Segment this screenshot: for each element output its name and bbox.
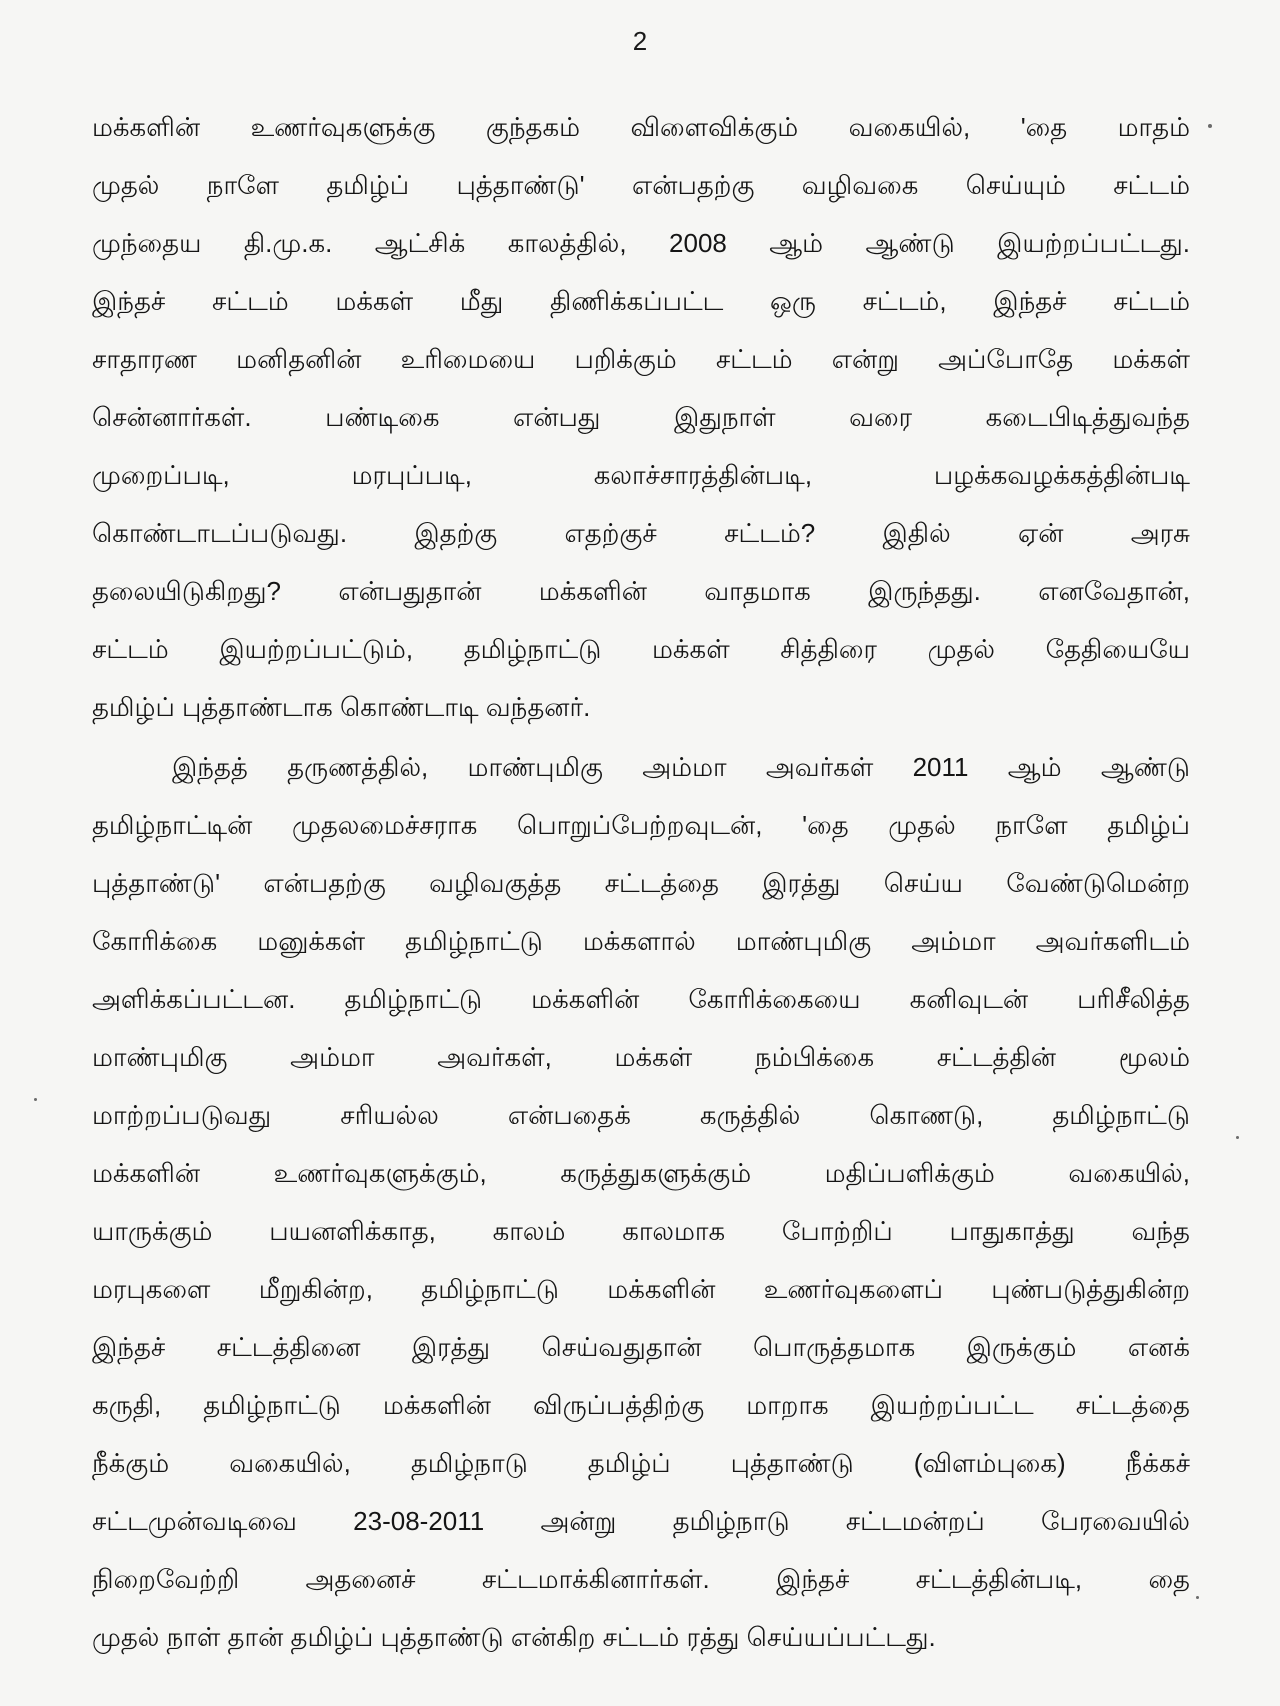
- paragraph-line: சட்டமுன்வடிவை 23-08-2011 அன்று தமிழ்நாடு சட்டமன்றப் பேரவையில்: [92, 1506, 1190, 1536]
- paragraph-line: மக்களின் உணர்வுகளுக்கும், கருத்துகளுக்கும் மதிப்பளிக்கும் வகையில்,: [92, 1158, 1190, 1188]
- paragraph-line: சாதாரண மனிதனின் உரிமையை பறிக்கும் சட்டம் என்று அப்போதே மக்கள்: [92, 344, 1190, 374]
- paragraph-line: முதல் நாளே தமிழ்ப் புத்தாண்டு' என்பதற்கு வழிவகை செய்யும் சட்டம்: [92, 170, 1190, 200]
- paragraph-line: முதல் நாள் தான் தமிழ்ப் புத்தாண்டு என்கிற சட்டம் ரத்து செய்யப்பட்டது.: [92, 1622, 936, 1652]
- scan-speck: [1208, 124, 1212, 128]
- paragraph-line: சட்டம் இயற்றப்பட்டும், தமிழ்நாட்டு மக்கள் சித்திரை முதல் தேதியையே: [92, 634, 1190, 664]
- paragraph-1: [92, 98, 1190, 736]
- paragraph-line: கொண்டாடப்படுவது. இதற்கு எதற்குச் சட்டம்? இதில் ஏன் அரசு: [92, 518, 1190, 548]
- paragraph-line: இந்தச் சட்டத்தினை இரத்து செய்வதுதான் பொருத்தமாக இருக்கும் எனக்: [92, 1332, 1190, 1362]
- paragraph-line: தமிழ்ப் புத்தாண்டாக கொண்டாடி வந்தனர்.: [92, 692, 591, 722]
- scan-speck: [1196, 1596, 1199, 1599]
- paragraph-line: மாற்றப்படுவது சரியல்ல என்பதைக் கருத்தில் கொணடு, தமிழ்நாட்டு: [92, 1100, 1190, 1130]
- paragraph-line: இந்தச் சட்டம் மக்கள் மீது திணிக்கப்பட்ட ஒரு சட்டம், இந்தச் சட்டம்: [92, 286, 1190, 316]
- paragraph-line: நிறைவேற்றி அதனைச் சட்டமாக்கினார்கள். இந்தச் சட்டத்தின்படி, தை: [92, 1564, 1190, 1594]
- page-number: 2: [632, 26, 648, 56]
- paragraph-line: நீக்கும் வகையில், தமிழ்நாடு தமிழ்ப் புத்தாண்டு (விளம்புகை) நீக்கச்: [92, 1448, 1190, 1478]
- paragraph-line: கோரிக்கை மனுக்கள் தமிழ்நாட்டு மக்களால் மாண்புமிகு அம்மா அவர்களிடம்: [92, 926, 1190, 956]
- paragraph-line: மக்களின் உணர்வுகளுக்கு குந்தகம் விளைவிக்கும் வகையில், 'தை மாதம்: [92, 112, 1190, 142]
- paragraph-2: [92, 738, 1190, 1666]
- scan-speck: [34, 1098, 37, 1101]
- paragraph-line: யாருக்கும் பயனளிக்காத, காலம் காலமாக போற்றிப் பாதுகாத்து வந்த: [92, 1216, 1190, 1246]
- paragraph-line: தமிழ்நாட்டின் முதலமைச்சராக பொறுப்பேற்றவுடன், 'தை முதல் நாளே தமிழ்ப்: [92, 810, 1190, 840]
- paragraph-line: சென்னார்கள். பண்டிகை என்பது இதுநாள் வரை கடைபிடித்துவந்த: [92, 402, 1190, 432]
- paragraph-line: இந்தத் தருணத்தில், மாண்புமிகு அம்மா அவர்கள் 2011 ஆம் ஆண்டு: [172, 752, 1190, 782]
- paragraph-line: மரபுகளை மீறுகின்ற, தமிழ்நாட்டு மக்களின் உணர்வுகளைப் புண்படுத்துகின்ற: [92, 1274, 1190, 1304]
- paragraph-line: முந்தைய தி.மு.க. ஆட்சிக் காலத்தில், 2008 ஆம் ஆண்டு இயற்றப்பட்டது.: [92, 228, 1190, 258]
- paragraph-line: அளிக்கப்பட்டன. தமிழ்நாட்டு மக்களின் கோரிக்கையை கனிவுடன் பரிசீலித்த: [92, 984, 1190, 1014]
- paragraph-line: கருதி, தமிழ்நாட்டு மக்களின் விருப்பத்திற்கு மாறாக இயற்றப்பட்ட சட்டத்தை: [92, 1390, 1190, 1420]
- paragraph-line: மாண்புமிகு அம்மா அவர்கள், மக்கள் நம்பிக்கை சட்டத்தின் மூலம்: [92, 1042, 1190, 1072]
- scan-speck: [1236, 1136, 1239, 1139]
- paragraph-line: தலையிடுகிறது? என்பதுதான் மக்களின் வாதமாக இருந்தது. எனவேதான்,: [92, 576, 1190, 606]
- paragraph-line: முறைப்படி, மரபுப்படி, கலாச்சாரத்தின்படி, பழக்கவழக்கத்தின்படி: [92, 460, 1190, 490]
- paragraph-line: புத்தாண்டு' என்பதற்கு வழிவகுத்த சட்டத்தை இரத்து செய்ய வேண்டுமென்ற: [92, 868, 1190, 898]
